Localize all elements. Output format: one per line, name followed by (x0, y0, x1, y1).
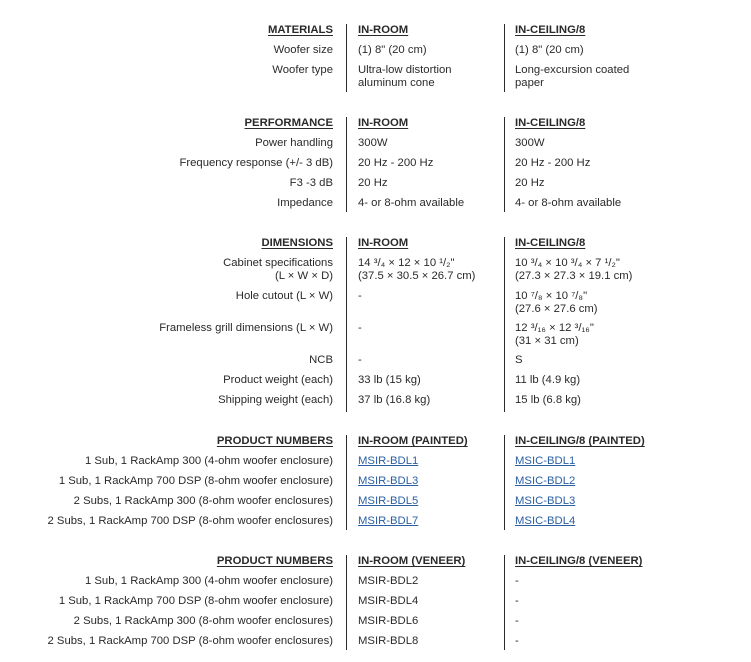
row-label: NCB (309, 354, 333, 366)
product-link-msir-bdl7[interactable]: MSIR-BDL7 (358, 515, 419, 527)
row-label: Power handling (255, 137, 333, 149)
column-header-in-room-painted: IN-ROOM (PAINTED) (358, 435, 468, 447)
section-title-product-numbers-painted: PRODUCT NUMBERS (216, 435, 333, 447)
cell-value: MSIR-BDL6 (358, 615, 419, 627)
cell-value: - (358, 322, 362, 334)
cell-value: 37 lb (16.8 kg) (358, 394, 431, 406)
cell-value: - (515, 615, 519, 627)
cell-value: 4- or 8-ohm available (358, 197, 465, 209)
column-header-in-room: IN-ROOM (358, 117, 409, 129)
cell-value: Ultra-low distortion (358, 64, 452, 76)
cell-value: MSIR-BDL8 (358, 635, 419, 647)
cell-value: 20 Hz (515, 177, 545, 189)
cell-value: - (358, 290, 362, 302)
cell-value: 300W (515, 137, 545, 149)
row-label: 2 Subs, 1 RackAmp 300 (8-ohm woofer enclosures) (73, 615, 333, 627)
section-title-performance: PERFORMANCE (244, 117, 333, 129)
column-divider (504, 555, 505, 650)
cell-value: 20 Hz (358, 177, 388, 189)
column-divider (504, 117, 505, 212)
column-header-in-room-veneer: IN-ROOM (VENEER) (358, 555, 466, 567)
cell-value: paper (515, 77, 544, 89)
row-label: Cabinet specifications (223, 257, 333, 269)
product-link-msic-bdl1[interactable]: MSIC-BDL1 (515, 455, 576, 467)
cell-value: 12 ³/₁₆ × 12 ³/₁₆" (515, 322, 594, 334)
row-label: Frameless grill dimensions (L × W) (159, 322, 333, 334)
cell-value: 10 ³/₄ × 10 ³/₄ × 7 ¹/₂" (515, 257, 620, 269)
row-label: 1 Sub, 1 RackAmp 700 DSP (8-ohm woofer enclosure) (58, 475, 333, 487)
cell-value: (1) 8" (20 cm) (358, 44, 427, 56)
row-label: Frequency response (+/- 3 dB) (179, 157, 333, 169)
row-label: 1 Sub, 1 RackAmp 300 (4-ohm woofer enclosure) (84, 575, 333, 587)
column-header-in-ceiling-painted: IN-CEILING/8 (PAINTED) (515, 435, 645, 447)
cell-value: MSIR-BDL2 (358, 575, 419, 587)
row-label: 1 Sub, 1 RackAmp 700 DSP (8-ohm woofer enclosure) (58, 595, 333, 607)
column-divider (346, 24, 347, 92)
cell-value: 20 Hz - 200 Hz (358, 157, 434, 169)
column-divider (504, 24, 505, 92)
cell-value: S (515, 354, 523, 366)
cell-value: (1) 8" (20 cm) (515, 44, 584, 56)
column-divider (504, 435, 505, 530)
cell-value: - (515, 575, 519, 587)
column-divider (346, 117, 347, 212)
row-label: Woofer type (272, 64, 333, 76)
row-label: Shipping weight (each) (218, 394, 333, 406)
cell-value: 4- or 8-ohm available (515, 197, 622, 209)
cell-value: (37.5 × 30.5 × 26.7 cm) (358, 270, 476, 282)
column-header-in-ceiling-veneer: IN-CEILING/8 (VENEER) (515, 555, 643, 567)
cell-value: - (515, 595, 519, 607)
column-divider (504, 237, 505, 412)
column-divider (346, 435, 347, 530)
row-label: Woofer size (273, 44, 333, 56)
row-label: 1 Sub, 1 RackAmp 300 (4-ohm woofer enclosure) (84, 455, 333, 467)
cell-value: (27.6 × 27.6 cm) (515, 303, 598, 315)
cell-value: (27.3 × 27.3 × 19.1 cm) (515, 270, 633, 282)
row-label: Product weight (each) (223, 374, 333, 386)
cell-value: 300W (358, 137, 388, 149)
cell-value: 10 ⁷/₈ × 10 ⁷/₈" (515, 290, 588, 302)
cell-value: (31 × 31 cm) (515, 335, 579, 347)
column-divider (346, 555, 347, 650)
product-link-msic-bdl4[interactable]: MSIC-BDL4 (515, 515, 576, 527)
cell-value: - (515, 635, 519, 647)
cell-value: 15 lb (6.8 kg) (515, 394, 581, 406)
product-link-msir-bdl3[interactable]: MSIR-BDL3 (358, 475, 419, 487)
product-link-msic-bdl3[interactable]: MSIC-BDL3 (515, 495, 576, 507)
column-header-in-ceiling: IN-CEILING/8 (515, 237, 586, 249)
section-title-dimensions: DIMENSIONS (261, 237, 333, 249)
column-header-in-room: IN-ROOM (358, 24, 409, 36)
row-label: Hole cutout (L × W) (235, 290, 333, 302)
row-label: (L × W × D) (275, 270, 333, 282)
cell-value: Long-excursion coated (515, 64, 630, 76)
column-header-in-ceiling: IN-CEILING/8 (515, 24, 586, 36)
product-link-msir-bdl1[interactable]: MSIR-BDL1 (358, 455, 419, 467)
section-title-materials: MATERIALS (267, 24, 333, 36)
cell-value: - (358, 354, 362, 366)
row-label: 2 Subs, 1 RackAmp 700 DSP (8-ohm woofer enclosures) (47, 635, 333, 647)
row-label: 2 Subs, 1 RackAmp 700 DSP (8-ohm woofer enclosures) (47, 515, 333, 527)
cell-value: 14 ³/₄ × 12 × 10 ¹/₂" (358, 257, 455, 269)
product-link-msir-bdl5[interactable]: MSIR-BDL5 (358, 495, 419, 507)
column-header-in-room: IN-ROOM (358, 237, 409, 249)
cell-value: 33 lb (15 kg) (358, 374, 421, 386)
cell-value: MSIR-BDL4 (358, 595, 419, 607)
column-divider (346, 237, 347, 412)
row-label: F3 -3 dB (289, 177, 333, 189)
row-label: Impedance (277, 197, 333, 209)
product-link-msic-bdl2[interactable]: MSIC-BDL2 (515, 475, 576, 487)
cell-value: 20 Hz - 200 Hz (515, 157, 591, 169)
column-header-in-ceiling: IN-CEILING/8 (515, 117, 586, 129)
section-title-product-numbers-veneer: PRODUCT NUMBERS (216, 555, 333, 567)
row-label: 2 Subs, 1 RackAmp 300 (8-ohm woofer enclosures) (73, 495, 333, 507)
cell-value: 11 lb (4.9 kg) (515, 374, 581, 386)
cell-value: aluminum cone (358, 77, 435, 89)
